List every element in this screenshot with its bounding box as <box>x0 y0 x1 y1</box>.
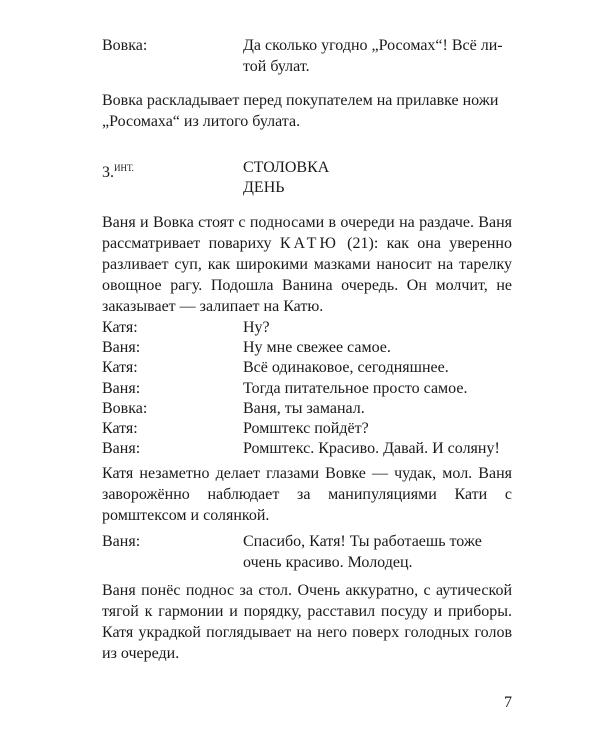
dialogue-speaker: Ваня: <box>102 379 141 397</box>
dialogue-line: Ну? <box>243 319 270 336</box>
dialogue-line: Ромштекс пойдёт? <box>243 420 369 437</box>
dialogue-line: той булат. <box>243 58 310 75</box>
action-line: „Росомаха“ из литого булата. <box>102 113 301 130</box>
character-name: КАТЮ <box>279 235 339 252</box>
dialogue-line: Ну мне свежее самое. <box>243 339 391 357</box>
action-line: Вовка раскладывает перед покупателем на прилавке ножи <box>102 92 499 109</box>
dialogue-speaker: Катя: <box>102 319 138 336</box>
dialogue-speaker: Ваня: <box>102 533 141 550</box>
dialogue-line: Да сколько угодно „Росомах“! Всё ли- <box>243 37 503 54</box>
dialogue-speaker: Катя: <box>102 359 138 377</box>
dialogue-line: Тогда питательное просто самое. <box>243 379 468 397</box>
action-paragraph: Ваня и Вовка стоят с подносами в очереди на раздаче. Ваня рассматривает повариху КАТЮ (21): как она уверенно разливает суп, как широкими мазками наносит на тарелку овощное рагу. Подошла Ванина очередь. Он молчит, не заказывает — залипает на Катю. <box>102 214 512 315</box>
dialogue-line: Ромштекс. Красиво. Давай. И соляну! <box>243 440 500 458</box>
dialogue-speaker: Вовка: <box>102 37 148 54</box>
scene-place: СТОЛОВКА <box>243 159 330 176</box>
dialogue-speaker: Ваня: <box>102 440 141 458</box>
page-number: 7 <box>504 694 512 711</box>
dialogue-line: Всё одинаковое, сегодняшнее. <box>243 359 449 377</box>
scene-tag: ИНТ. <box>114 163 134 173</box>
scene-time: ДЕНЬ <box>243 179 285 196</box>
scene-number: 3.$^{ИНТ.}$ <box>102 163 134 181</box>
dialogue-speaker: Вовка: <box>102 399 148 417</box>
dialogue-speaker: Катя: <box>102 420 138 437</box>
action-paragraph: Ваня понёс поднос за стол. Очень аккуратно, с аутической тягой к гармонии и порядку, расставил посуду и приборы. Катя украдкой поглядывает на него поверх голодных голов из очереди. <box>102 582 512 662</box>
dialogue-speaker: Ваня: <box>102 339 141 357</box>
dialogue-line: Ваня, ты заманал. <box>243 399 365 417</box>
action-paragraph: Катя незаметно делает глазами Вовке — чудак, мол. Ваня заворожённо наблюдает за манипуляциями Кати с ромштексом и солянкой. <box>102 465 512 524</box>
dialogue-line: Спасибо, Катя! Ты работаешь тоже <box>243 533 482 550</box>
dialogue-line: очень красиво. Молодец. <box>243 554 413 571</box>
